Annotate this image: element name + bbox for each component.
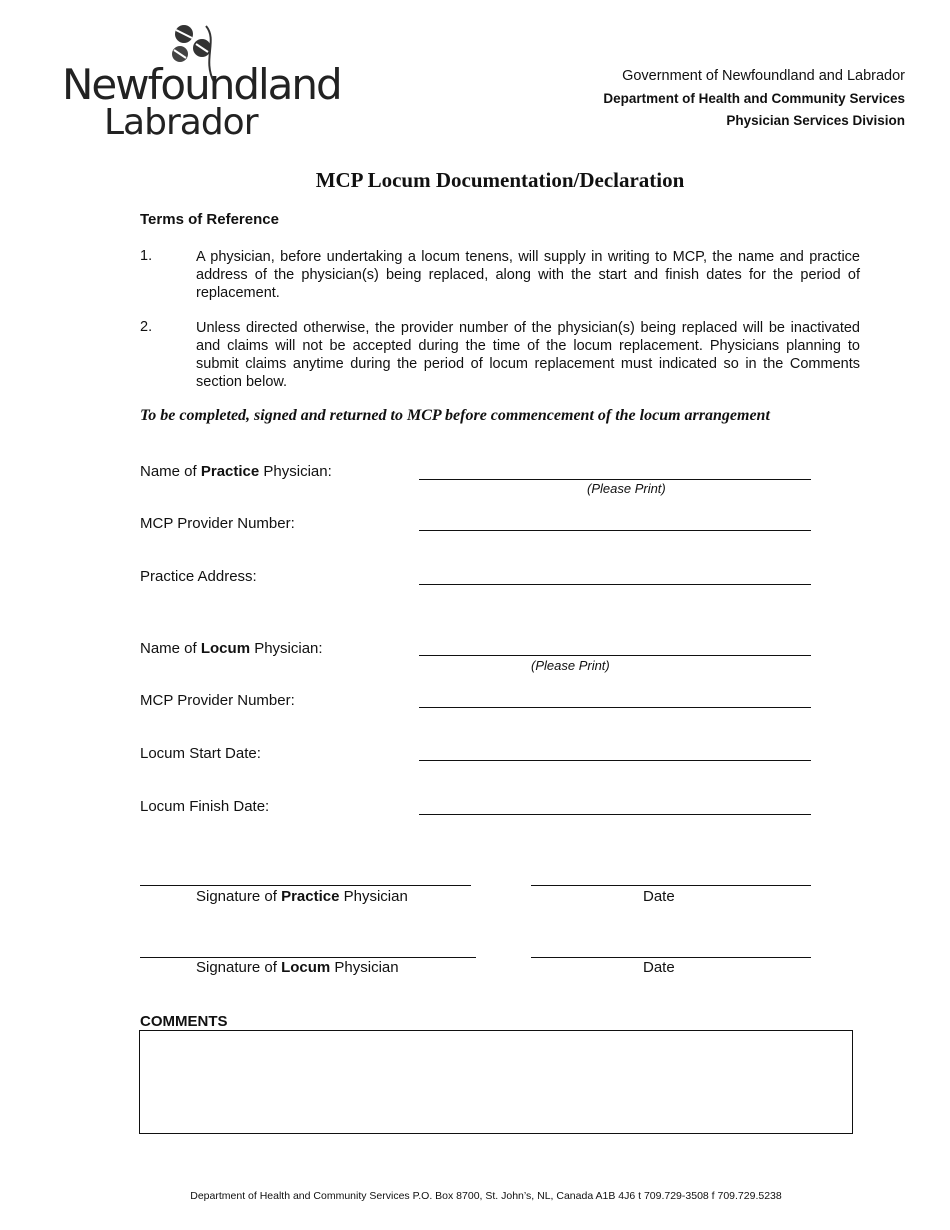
term-text: Unless directed otherwise, the provider number of the physician(s) being replaced will be inactivated and claims will not be accepted during the time of the locum replacement. Physicians planning to submit claims anytime during the period of locum replacement must indicated so in the Comments section below. bbox=[196, 320, 860, 390]
practice-date-label: Date bbox=[643, 888, 675, 905]
terms-heading: Terms of Reference bbox=[140, 211, 279, 228]
term-number: 1. bbox=[140, 248, 153, 264]
locum-physician-name-field[interactable] bbox=[419, 655, 811, 656]
locum-signature-field[interactable] bbox=[140, 957, 476, 958]
locum-physician-label: Name of Locum Physician: bbox=[140, 640, 323, 657]
term-text: A physician, before undertaking a locum tenens, will supply in writing to MCP, the name and practice address of the physician(s) being replaced, along with the start and finish dates for the period of replacement. bbox=[196, 249, 860, 301]
instruction-text: To be completed, signed and returned to MCP before commencement of the locum arrangement bbox=[140, 407, 770, 424]
practice-physician-name-field[interactable] bbox=[419, 479, 811, 480]
header-government: Government of Newfoundland and Labrador bbox=[622, 68, 905, 84]
locum-date-field[interactable] bbox=[531, 957, 811, 958]
practice-signature-label: Signature of Practice Physician bbox=[196, 888, 408, 905]
please-print-hint: (Please Print) bbox=[531, 658, 610, 673]
practice-provider-number-field[interactable] bbox=[419, 530, 811, 531]
locum-start-date-field[interactable] bbox=[419, 760, 811, 761]
term-number: 2. bbox=[140, 319, 153, 335]
locum-finish-date-field[interactable] bbox=[419, 814, 811, 815]
practice-address-label: Practice Address: bbox=[140, 568, 257, 585]
comments-box[interactable] bbox=[139, 1030, 853, 1134]
practice-provider-label: MCP Provider Number: bbox=[140, 515, 295, 532]
practice-date-field[interactable] bbox=[531, 885, 811, 886]
locum-provider-number-field[interactable] bbox=[419, 707, 811, 708]
footer-address: Department of Health and Community Services P.O. Box 8700, St. John’s, NL, Canada A1B 4J6 t 709.729-3508 f 709.729.5238 bbox=[190, 1190, 782, 1202]
practice-physician-label: Name of Practice Physician: bbox=[140, 463, 332, 480]
locum-signature-label: Signature of Locum Physician bbox=[196, 959, 399, 976]
locum-date-label: Date bbox=[643, 959, 675, 976]
header-division: Physician Services Division bbox=[726, 113, 905, 128]
header-department: Department of Health and Community Services bbox=[603, 91, 905, 106]
comments-heading: COMMENTS bbox=[140, 1013, 228, 1030]
locum-start-date-label: Locum Start Date: bbox=[140, 745, 261, 762]
logo-text-newfoundland: Newfoundland bbox=[62, 60, 341, 109]
locum-finish-date-label: Locum Finish Date: bbox=[140, 798, 270, 815]
practice-address-field[interactable] bbox=[419, 584, 811, 585]
locum-provider-label: MCP Provider Number: bbox=[140, 692, 295, 709]
please-print-hint: (Please Print) bbox=[587, 481, 666, 496]
practice-signature-field[interactable] bbox=[140, 885, 471, 886]
government-logo bbox=[62, 20, 341, 143]
page-title: MCP Locum Documentation/Declaration bbox=[315, 168, 685, 192]
logo-text-labrador: Labrador bbox=[104, 102, 258, 143]
